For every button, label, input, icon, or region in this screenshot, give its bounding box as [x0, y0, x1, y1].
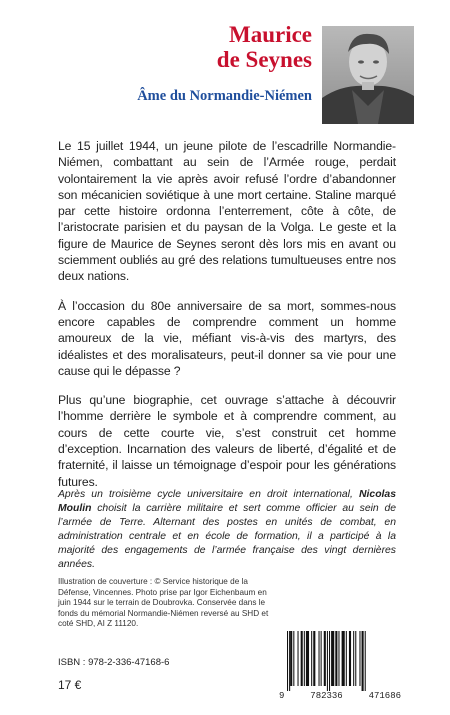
description: [58, 138, 396, 503]
barcode-bar: [306, 631, 309, 686]
barcode-bar: [359, 631, 360, 686]
barcode-bar: [335, 631, 337, 686]
paragraph-3: Plus qu’une biographie, cet ouvrage s’attache à découvrir l’homme derrière le symbole et à comprendre comment, au cours de cette courte vie, s’est construit cet homme d’exception. Incarnation des valeurs de liberté, d’égalité et de fraternité, il laisse un témoignage d’espoir pour les générations futures.: [58, 393, 396, 489]
barcode-bar: [311, 631, 312, 686]
author-bio: [58, 488, 396, 572]
barcode-bar: [298, 631, 299, 686]
barcode-digits: [279, 691, 401, 701]
barcode-bar: [353, 631, 354, 686]
barcode-bar: [327, 631, 328, 691]
barcode-digit-group-2: 782336: [310, 691, 343, 701]
barcode-bar: [329, 631, 330, 691]
barcode-bar: [293, 631, 294, 686]
barcode-bar: [362, 631, 364, 691]
bio-after: choisit la carrière militaire et sert comme officier au sein de l’armée de Terre. Alternant des postes en unités de combat, en administration centrale et en école de formation, il a participé à la majorité des engagements de l’armée française des vingt dernières années.: [58, 503, 396, 570]
paragraph-2: À l’occasion du 80e anniversaire de sa mort, sommes-nous encore capables de comprendre comment un homme amoureux de la vie, méfiant vis-à-vis des martyrs, des idéalistes et des moralisateurs, peut-il donner sa vie pour une cause qui le dépasse ?: [58, 298, 396, 378]
barcode-bar: [338, 631, 339, 686]
barcode-bar: [290, 631, 292, 686]
barcode-bar: [365, 631, 366, 691]
barcode-bar: [301, 631, 303, 686]
barcode-bar: [346, 631, 347, 686]
bio-before: Après un troisième cycle universitaire en droit international,: [58, 489, 360, 500]
barcode-bar: [324, 631, 326, 686]
barcode: [279, 629, 401, 704]
barcode-digit-group-1: 9: [279, 691, 285, 701]
barcode-bar: [349, 631, 351, 686]
barcode-bar: [319, 631, 320, 686]
book-title: [217, 22, 312, 72]
book-subtitle: Âme du Normandie-Niémen: [137, 88, 312, 104]
portrait-photo: [322, 26, 414, 124]
barcode-bar: [342, 631, 345, 686]
barcode-bars: [279, 629, 401, 691]
barcode-bar: [287, 631, 288, 691]
cover-credits: Illustration de couverture : © Service historique de la Défense, Vincennes. Photo prise par Igor Eichenbaum en juin 1944 sur le terrain de Doubrovka. Conservée dans le fonds du mémorial Normandie-Niémen reversé au SHD et coté SHD, AI Z 11120.: [58, 577, 269, 629]
barcode-digit-group-3: 471686: [368, 691, 401, 701]
title-line-2: de Seynes: [216, 47, 312, 72]
barcode-bar: [331, 631, 334, 686]
paragraph-1: Le 15 juillet 1944, un jeune pilote de l’escadrille Normandie-Niémen, combattant au sein de l’Armée rouge, perdait volontairement la vie après avoir refusé l’ordre d’abandonner son mécanicien soviétique à une mort certaine. Staline marqué par cette histoire ordonna l’enterrement, côte à côte, de l’aristocrate parisien et du paysan de la Volga. Le geste et la figure de Maurice de Seynes seront dès lors mis en avant ou sciemment oubliés au gré des relations tumultueuses entre nos deux nations.: [58, 139, 396, 284]
barcode-bar: [313, 631, 315, 686]
barcode-bar: [289, 631, 290, 691]
title-line-1: Maurice: [228, 22, 312, 47]
barcode-bar: [321, 631, 322, 686]
barcode-bar: [304, 631, 305, 686]
isbn: ISBN : 978-2-336-47168-6: [58, 657, 170, 668]
barcode-bar: [355, 631, 356, 686]
price: 17 €: [58, 678, 82, 692]
author-name: Nicolas Moulin: [58, 489, 396, 514]
